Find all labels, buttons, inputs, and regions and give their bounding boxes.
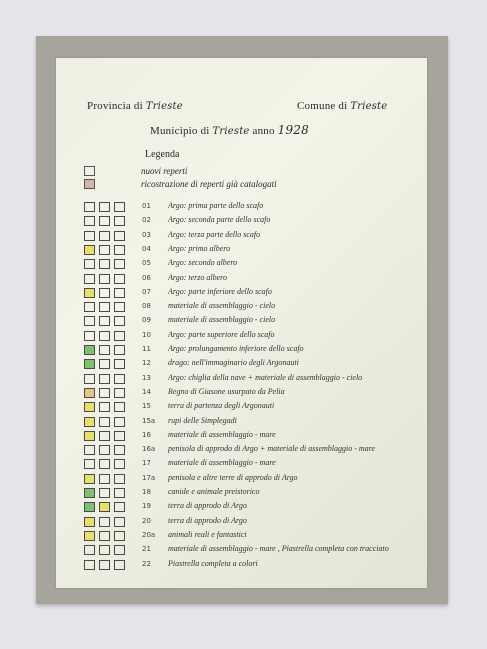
checkbox-square [99,202,110,212]
checkbox-square [99,502,110,512]
checkbox-square [114,274,125,284]
catalog-row [84,302,424,315]
checkbox-square [99,345,110,355]
catalog-row [84,359,424,372]
row-number: 17 [142,459,151,468]
catalog-row [84,288,424,301]
checkbox-square [99,216,110,226]
catalog-row [84,431,424,444]
catalog-row [84,388,424,401]
checkbox-square [99,331,110,341]
checkbox-square [84,560,95,570]
checkbox-square [84,331,95,341]
catalog-row [84,316,424,329]
row-label: canide e animale preistorico [168,487,260,496]
row-number: 02 [142,216,151,225]
checkbox-square [84,445,95,455]
checkbox-square [114,502,125,512]
checkbox-square [99,445,110,455]
comune-value: Trieste [350,101,388,112]
row-number: 05 [142,259,151,268]
row-label: Argo: terza parte dello scafo [168,229,261,239]
row-label: rupi delle Simplegadi [168,415,237,425]
checkbox-square [99,488,110,498]
checkbox-square [99,459,110,469]
checkbox-square [84,216,95,226]
checkbox-square [114,202,125,212]
anno-label: anno [252,125,275,137]
checkbox-square [99,231,110,241]
checkbox-square [114,316,125,326]
row-label: Argo: parte inferiore dello scafo [168,286,272,296]
legend-title: Legenda [145,149,180,160]
checkbox-square [114,545,125,555]
catalog-row [84,274,424,287]
catalog-row [84,502,424,515]
checkbox-square [99,302,110,312]
municipio-heading [150,123,309,137]
checkbox-square [84,359,95,369]
checkbox-square [114,331,125,341]
catalog-row [84,474,424,487]
checkbox-square [114,459,125,469]
checkbox-square [114,302,125,312]
row-number: 16a [142,445,156,454]
checkbox-square [114,474,125,484]
checkbox-square [114,345,125,355]
checkbox-square [99,431,110,441]
row-number: 20 [142,516,151,525]
document-sheet [56,58,427,588]
checkbox-square [99,388,110,398]
checkbox-square [84,302,95,312]
row-label: drago: nell'immaginario degli Argonauti [168,358,299,368]
row-number: 09 [142,316,151,325]
checkbox-square [114,431,125,441]
row-label: Argo: prolungamento inferiore dello scafo [168,344,304,353]
checkbox-square [99,259,110,269]
catalog-row [84,445,424,458]
row-number: 19 [142,502,151,511]
checkbox-square [114,374,125,384]
checkbox-square [84,545,95,555]
row-label: materiale di assemblaggio - cielo [168,301,276,311]
checkbox-square [114,359,125,369]
checkbox-square [84,517,95,527]
catalog-row [84,488,424,501]
row-label: penisola e altre terre di approdo di Argo [168,472,298,482]
catalog-row [84,245,424,258]
row-number: 03 [142,230,151,239]
catalog-row [84,417,424,430]
row-number: 04 [142,244,151,253]
municipio-label: Municipio di [150,125,210,137]
row-label: terra di partenza degli Argonauti [168,401,275,411]
checkbox-square [114,259,125,269]
checkbox-square [84,417,95,427]
row-number: 01 [142,202,151,210]
checkbox-square [114,488,125,498]
row-label: terra di approdo di Argo [168,501,247,511]
provincia-heading [87,100,183,112]
checkbox-square [114,402,125,412]
row-label: materiale di assemblaggio - mare [168,458,276,468]
row-label: Argo: prima parte dello scafo [168,201,264,210]
checkbox-square [99,245,110,255]
checkbox-square [84,531,95,541]
checkbox-square [84,459,95,469]
checkbox-square [114,445,125,455]
row-number: 15 [142,402,151,411]
row-number: 14 [142,387,151,396]
checkbox-square [99,560,110,570]
row-number: 17a [142,473,156,482]
row-label: materiale di assemblaggio - mare [168,429,276,439]
row-number: 08 [142,302,151,311]
row-label: penisola di approdo di Argo + materiale di assemblaggio - mare [168,444,376,454]
checkbox-square [114,560,125,570]
checkbox-square [99,316,110,326]
row-label: Argo: seconda parte dello scafo [168,215,271,225]
row-number: 20a [142,530,156,539]
row-number: 16 [142,430,151,439]
checkbox-square [84,259,95,269]
checkbox-square [99,517,110,527]
row-label: materiale di assemblaggio - cielo [168,315,276,325]
row-label: Argo: primo albero [168,243,231,253]
checkbox-square [114,288,125,298]
checkbox-square [84,345,95,355]
legend-label-new: nuovi reperti [141,166,188,176]
catalog-row [84,216,424,229]
catalog-row [84,459,424,472]
checkbox-square [99,359,110,369]
row-label: Argo: chiglia della nave + materiale di assemblaggio - cielo [168,372,363,382]
checkbox-square [84,388,95,398]
checkbox-square [84,245,95,255]
row-number: 13 [142,373,151,382]
checkbox-square [99,374,110,384]
checkbox-square [99,402,110,412]
checkbox-square [84,202,95,212]
anno-value: 1928 [277,123,309,137]
row-label: terra di approdo di Argo [168,515,247,525]
catalog-row [84,202,424,215]
catalog-row [84,345,424,358]
row-label: Regno di Giasone usurpato da Pelia [168,386,285,396]
checkbox-square [99,274,110,284]
checkbox-square [114,531,125,541]
provincia-label: Provincia di [87,100,143,112]
checkbox-square [114,388,125,398]
row-number: 10 [142,330,151,339]
checkbox-square [114,245,125,255]
checkbox-square [99,531,110,541]
checkbox-square [114,417,125,427]
row-number: 07 [142,287,151,296]
legend-key-new [84,166,95,176]
catalog-row [84,517,424,530]
row-number: 15a [142,416,156,425]
catalog-row [84,531,424,544]
catalog-row [84,259,424,272]
catalog-row [84,331,424,344]
checkbox-square [84,431,95,441]
checkbox-square [84,274,95,284]
row-number: 06 [142,273,151,282]
row-label: animali reali e fantastici [168,529,247,539]
row-label: materiale di assemblaggio - mare , Piastrella completa con tracciato [168,544,389,554]
legend-key-reconstruction [84,179,95,189]
checkbox-square [114,231,125,241]
catalog-row [84,545,424,558]
row-number: 22 [142,559,151,568]
catalog-row [84,402,424,415]
comune-heading [297,100,387,112]
row-label: Piastrella completa a colori [168,558,258,568]
checkbox-square [84,488,95,498]
row-label: Argo: terzo albero [168,272,227,282]
checkbox-square [99,474,110,484]
checkbox-square [114,216,125,226]
checkbox-square [99,545,110,555]
checkbox-square [84,231,95,241]
row-label: Argo: parte superiore dello scafo [168,329,275,339]
catalog-row [84,374,424,387]
row-number: 21 [142,545,151,554]
checkbox-square [99,417,110,427]
checkbox-square [84,474,95,484]
row-number: 18 [142,488,151,496]
checkbox-square [84,316,95,326]
checkbox-square [99,288,110,298]
checkbox-square [84,502,95,512]
checkbox-square [84,402,95,412]
row-number: 12 [142,359,151,368]
legend-label-reconstruction: ricostrazione di reperti già catalogati [141,179,277,189]
provincia-value: Trieste [145,101,183,112]
checkbox-square [114,517,125,527]
row-label: Argo: secondo albero [168,258,238,268]
municipio-value: Trieste [212,126,250,137]
checkbox-square [84,288,95,298]
row-number: 11 [142,345,151,353]
catalog-row [84,231,424,244]
catalog-row [84,560,424,573]
comune-label: Comune di [297,100,348,112]
checkbox-square [84,374,95,384]
